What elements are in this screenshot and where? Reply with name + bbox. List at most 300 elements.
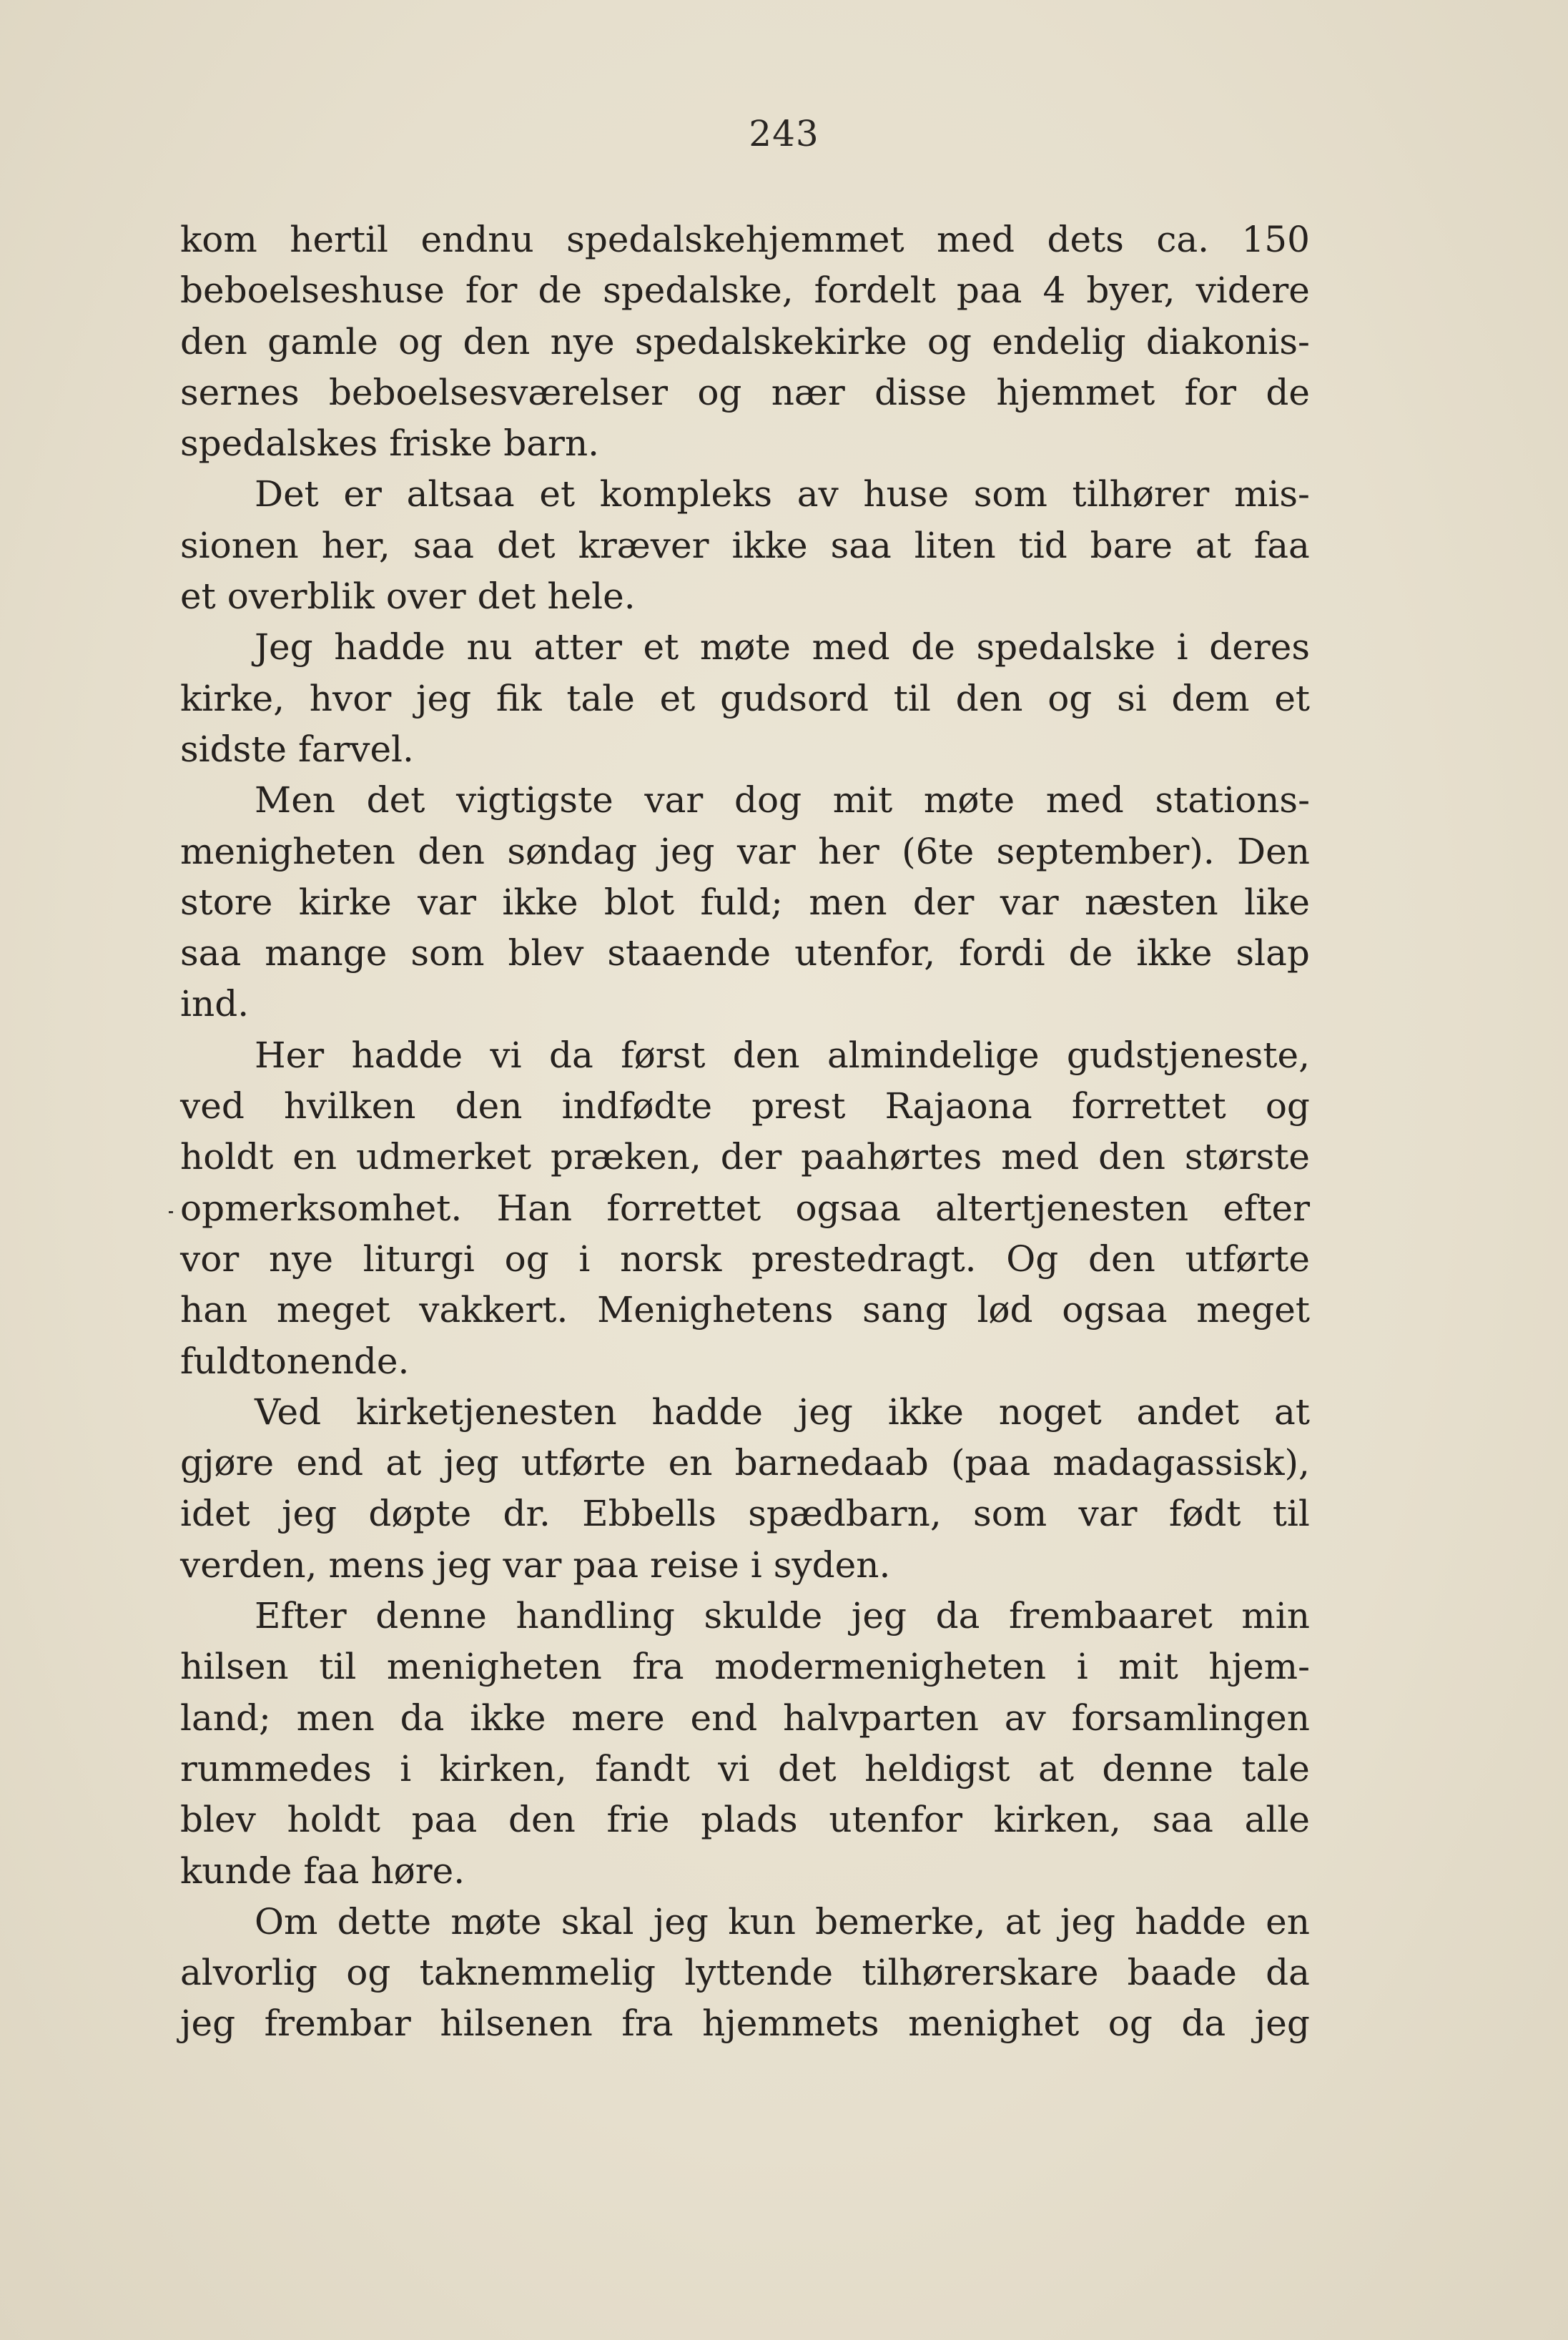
text-line [180,265,1310,316]
word: da [400,1697,445,1739]
word: mit [832,779,893,821]
word: baade [1127,1952,1237,1994]
word: av [1004,1697,1046,1739]
word: et [539,473,576,515]
word: lyttende [684,1952,834,1994]
word: nye [550,320,615,362]
word: fuld; [700,881,783,923]
text-line [180,1081,1310,1132]
page-number: 243 [749,113,819,154]
text-line [180,1795,1310,1845]
word: madagassisk), [1052,1442,1310,1484]
word: og [1265,1085,1310,1127]
word: gudsord [720,677,869,719]
word: den [1088,1238,1155,1280]
word: fra [632,1646,684,1688]
word: fuldtonende. [180,1340,410,1382]
word: søndag [507,830,638,872]
word: kompleks [599,473,773,515]
word: endelig [992,320,1126,362]
word: utenfor [829,1799,963,1841]
word: var [503,1544,562,1586]
word: men [296,1697,375,1739]
word: jeg [653,1900,709,1942]
word: paahørtes [801,1136,982,1178]
word: halvparten [783,1697,979,1739]
word: møte [699,626,792,668]
word: Rajaona [884,1085,1032,1127]
word: forrettet [606,1187,761,1229]
word: jeg [797,1391,853,1433]
word: kirken, [439,1747,567,1789]
text-line [180,673,1310,724]
word: fandt [595,1747,690,1789]
word: holdt [287,1799,380,1841]
word: ca. [1156,219,1210,260]
word: skulde [704,1595,823,1637]
word: opmerksomhet. [180,1187,463,1229]
word: heldigst [864,1747,1010,1789]
word: kom [180,219,257,260]
text-line [180,1744,1310,1795]
word: 150 [1241,219,1310,260]
word: sionen [180,524,299,566]
word: hjemmets [702,2003,879,2045]
word: mit [1118,1646,1178,1688]
word: frie [606,1799,670,1841]
word: som [973,1493,1047,1535]
word: hadde [351,1034,463,1076]
word: gamle [267,320,378,362]
word: utførte [1185,1238,1310,1280]
word: spedalskekirke [634,320,907,362]
text-line [180,1030,1310,1081]
word: var [1000,881,1059,923]
word: huse [863,473,950,515]
word: mens [328,1544,425,1586]
word: vi [718,1747,750,1789]
word: reise [650,1544,739,1586]
word: Ebbells [582,1493,716,1535]
word: rummedes [180,1747,372,1789]
word: staaende [607,932,771,974]
word: et [643,626,679,668]
text-line [180,317,1310,367]
word: taknemmelig [419,1952,656,1994]
word: land; [180,1697,271,1739]
word: vi [490,1034,522,1076]
word: sidste [180,728,287,770]
word: modermenigheten [714,1646,1047,1688]
word: menighet [908,2003,1080,2045]
word: saa [1152,1799,1213,1841]
word: hadde [651,1391,763,1433]
word: barn. [503,423,600,465]
word: ogsaa [795,1187,901,1229]
word: kirke [298,881,392,923]
word: disse [874,371,967,413]
word: Om [255,1900,318,1942]
word: kirketjenesten [355,1391,617,1433]
word: med [937,219,1015,260]
word: som [973,473,1047,515]
word: menigheten [386,1646,602,1688]
word: fordi [959,932,1045,974]
word: næsten [1085,881,1218,923]
word: da [935,1595,980,1637]
word: i [400,1747,412,1789]
word: vigtigste [456,779,613,821]
word: verden, [180,1544,317,1586]
text-line [180,826,1310,877]
word: deres [1209,626,1310,668]
word: kunde [180,1850,292,1892]
word: byer, [1086,270,1175,312]
word: paa [411,1799,478,1841]
word: en [668,1442,713,1484]
word: er [343,473,382,515]
word: spædbarn, [748,1493,942,1535]
word: men [809,881,887,923]
word: det [477,576,536,618]
word: hjemmet [996,371,1155,413]
word: dets [1047,219,1124,260]
word: nu [466,626,513,668]
text-line [180,1947,1310,1998]
word: først [621,1034,706,1076]
word: i [578,1238,591,1280]
word: slap [1236,932,1310,974]
word: Den [1237,830,1310,872]
word: utenfor, [794,932,936,974]
word: barnedaab [734,1442,929,1484]
word: diakonis- [1145,320,1310,362]
text-line [180,1693,1310,1744]
word: jeg [851,1595,907,1637]
word: dog [734,779,802,821]
word: Efter [255,1595,347,1637]
word: det [777,1747,837,1789]
word: jeg [416,677,472,719]
word: at [1195,524,1231,566]
text-line [180,1998,1310,2049]
text-line [180,928,1310,979]
word: ikke [731,524,808,566]
word: og [697,371,742,413]
text-line [180,877,1310,928]
word: de [538,270,583,312]
word: altsaa [406,473,515,515]
word: vakkert. [419,1289,568,1331]
word: her, [321,524,390,566]
word: min [1241,1595,1310,1637]
word: frembar [264,2003,411,2045]
word: de [911,626,955,668]
text-line [180,1183,1310,1234]
word: indfødte [561,1085,713,1127]
word: dem [1171,677,1250,719]
text-line [180,1132,1310,1183]
word: hjem- [1208,1646,1310,1688]
word: september). [996,830,1215,872]
word: beboelseshuse [180,270,445,312]
word: denne [1102,1747,1213,1789]
word: denne [375,1595,487,1637]
word: og [504,1238,549,1280]
word: bare [1090,524,1173,566]
text-line [180,1387,1310,1438]
word: atter [533,626,622,668]
word: si [1117,677,1147,719]
word: et [1274,677,1310,719]
text-line [180,979,1310,1030]
word: præken, [550,1136,701,1178]
word: liturgi [363,1238,475,1280]
word: med [1001,1136,1080,1178]
word: utførte [521,1442,646,1484]
word: hilsen [180,1646,289,1688]
word: av [797,473,839,515]
word: Menighetens [597,1289,834,1331]
word: almindelige [827,1034,1040,1076]
text-line [180,1336,1310,1387]
word: hadde [1135,1900,1246,1942]
word: største [1184,1136,1310,1178]
word: den [418,830,485,872]
word: norsk [620,1238,722,1280]
word: de [1068,932,1113,974]
word: forsamlingen [1071,1697,1310,1739]
text-line [180,775,1310,826]
word: ved [180,1085,245,1127]
word: Han [496,1187,573,1229]
word: døpte [368,1493,472,1535]
text-line [180,724,1310,775]
word: den [508,1799,576,1841]
word: og [927,320,972,362]
word: sernes [180,371,300,413]
word: ikke [1136,932,1213,974]
word: fordelt [814,270,936,312]
word: den [463,320,531,362]
word: kirken, [993,1799,1121,1841]
word: de [1266,371,1310,413]
word: at [385,1442,422,1484]
word: da [549,1034,593,1076]
word: var [644,779,704,821]
word: paa [956,270,1022,312]
text-line [180,418,1310,469]
word: overblik [227,576,375,618]
word: handling [516,1595,675,1637]
word: tilhørerskare [862,1952,1099,1994]
body-text [180,214,1310,2050]
word: ikke [470,1697,546,1739]
word: og [398,320,443,362]
text-line [180,1234,1310,1285]
word: i [1076,1646,1088,1688]
word: paa [573,1544,639,1586]
word: plads [701,1799,798,1841]
word: kræver [578,524,709,566]
word: den [732,1034,800,1076]
word: nær [771,371,845,413]
word: meget [1196,1289,1310,1331]
word: et [659,677,696,719]
word: mange [265,932,388,974]
word: det [366,779,425,821]
word: jeg [1060,1900,1115,1942]
word: saa [180,932,242,974]
word: hele. [547,576,636,618]
word: spedalskes [180,423,378,465]
text-line [180,469,1310,520]
text-line [180,622,1310,673]
word: videre [1195,270,1310,312]
word: spedalske, [603,270,794,312]
word: beboelsesværelser [328,371,668,413]
text-line [180,1591,1310,1642]
word: med [1045,779,1124,821]
word: hadde [334,626,445,668]
word: hvor [309,677,392,719]
word: den [180,320,247,362]
word: ogsaa [1062,1289,1168,1331]
text-line [180,1846,1310,1897]
word: jeg [443,1442,499,1484]
word: skal [561,1900,634,1942]
word: Men [255,779,335,821]
word: der [720,1136,782,1178]
word: noget [998,1391,1102,1433]
word: kirke, [180,677,285,719]
word: at [1274,1391,1310,1433]
word: gudstjeneste, [1066,1034,1310,1076]
word: ind. [180,983,250,1025]
word: stations- [1155,779,1310,821]
word: meget [276,1289,390,1331]
word: vor [180,1238,240,1280]
word: i [750,1544,762,1586]
word: fik [495,677,542,719]
word: da [1181,2003,1226,2045]
word: nye [268,1238,334,1280]
word: Jeg [255,626,313,668]
word: jeg [659,830,715,872]
word: mis- [1233,473,1310,515]
word: møte [923,779,1015,821]
text-line [180,1285,1310,1336]
word: der [912,881,975,923]
word: alle [1244,1799,1310,1841]
word: her [818,830,879,872]
word: til [893,677,931,719]
word: var [418,881,477,923]
word: farvel. [298,728,414,770]
word: Her [255,1034,325,1076]
word: tale [566,677,635,719]
word: møte [450,1900,542,1942]
word: det [496,524,556,566]
word: var [1078,1493,1138,1535]
word: at [1005,1900,1041,1942]
word: tilhører [1072,473,1210,515]
word: faa [1253,524,1310,566]
word: forrettet [1071,1085,1226,1127]
word: den [455,1085,523,1127]
word: endnu [420,219,534,260]
word: jeg [282,1493,337,1535]
word: blev [508,932,584,974]
word: da [1266,1952,1310,1994]
text-line [180,1540,1310,1591]
word: og [1047,677,1093,719]
word: spedalskehjemmet [566,219,904,260]
word: end [296,1442,364,1484]
word: gjøre [180,1442,275,1484]
text-line [180,1642,1310,1692]
word: udmerket [355,1136,532,1178]
word: store [180,881,273,923]
word: jeg [180,2003,236,2045]
word: (6te [902,830,975,872]
word: til [319,1646,357,1688]
word: prestedragt. [751,1238,977,1280]
text-line [180,1438,1310,1489]
word: han [180,1289,248,1331]
word: fra [621,2003,674,2045]
word: en [1266,1900,1310,1942]
word: altertjenesten [935,1187,1189,1229]
word: efter [1223,1187,1310,1229]
text-line [180,214,1310,265]
word: ikke [887,1391,964,1433]
word: end [690,1697,758,1739]
word: til [1272,1493,1310,1535]
word: at [1038,1747,1074,1789]
word: blev [180,1799,256,1841]
word: hilsenen [440,2003,593,2045]
word: idet [180,1493,250,1535]
word: syden. [773,1544,891,1586]
word: 4 [1042,270,1066,312]
word: menigheten [180,830,395,872]
word: tale [1241,1747,1310,1789]
word: høre. [370,1850,465,1892]
word: med [812,626,890,668]
word: jeg [436,1544,492,1586]
word: tid [1018,524,1067,566]
word: alvorlig [180,1952,318,1994]
word: hvilken [283,1085,416,1127]
word: en [292,1136,337,1178]
text-line [180,1489,1310,1539]
text-line [180,1897,1310,1947]
word: Ved [255,1391,322,1433]
word: for [465,270,518,312]
word: andet [1136,1391,1240,1433]
word: og [346,1952,391,1994]
word: for [1184,371,1237,413]
word: ikke [502,881,578,923]
word: saa [830,524,892,566]
word: lød [977,1289,1033,1331]
word: over [385,576,466,618]
word: (paa [951,1442,1031,1484]
word: den [1098,1136,1165,1178]
word: i [1176,626,1188,668]
word: et [180,576,216,618]
